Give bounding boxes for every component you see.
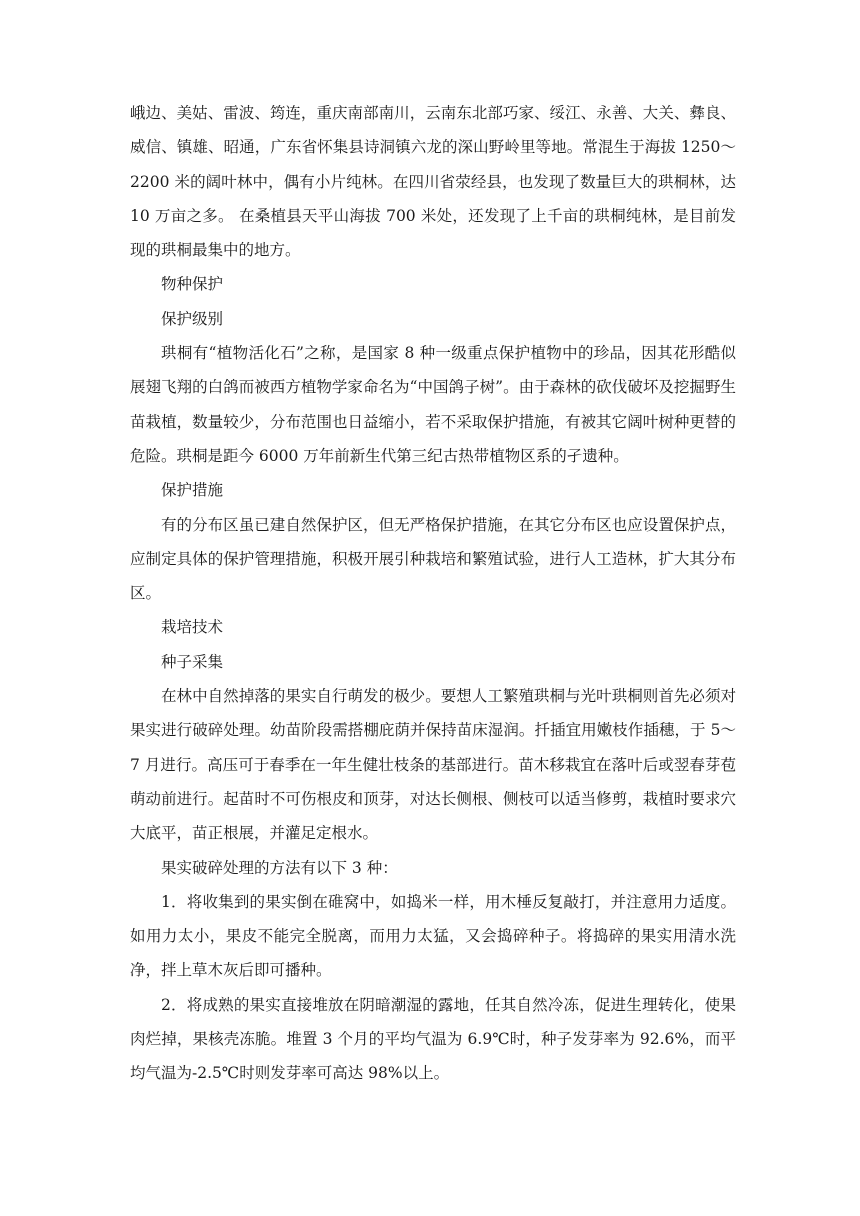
document-body <box>130 96 736 1091</box>
paragraph-seed-collection: 在林中自然掉落的果实自行萌发的极少。要想人工繁殖珙桐与光叶珙桐则首先必须对果实进行破碎处理。幼苗阶段需搭棚庇荫并保持苗床湿润。扦插宜用嫩枝作插穗，于 5～7 月进行。高压可于春季在一年生健壮枝条的基部进行。苗木移栽宜在落叶后或翌春芽苞萌动前进行。起苗时不可伤根皮和顶芽，对达长侧根、侧枝可以适当修剪，栽植时要求穴大底平，苗正根展，并灌足定根水。 <box>130 687 736 843</box>
paragraph-method-1: 1．将收集到的果实倒在碓窝中，如捣米一样，用木棰反复敲打，并注意用力适度。如用力太小，果皮不能完全脱离，而用力太猛，又会捣碎种子。将捣碎的果实用清水洗净，拌上草木灰后即可播种。 <box>130 892 736 980</box>
paragraph-distribution: 峨边、美姑、雷波、筠连，重庆南部南川，云南东北部巧家、绥江、永善、大关、彝良、威信、镇雄、昭通，广东省怀集县诗洞镇六龙的深山野岭里等地。常混生于海拔 1250～2200 米的阔叶林中，偶有小片纯林。在四川省荥经县，也发现了数量巨大的珙桐林，达 10 万亩之多。 在桑植县天平山海拔 700 米处，还发现了上千亩的珙桐纯林，是目前发现的珙桐最集中的地方。 <box>130 104 736 260</box>
heading-species-protection: 物种保护 <box>161 275 224 294</box>
heading-protection-level: 保护级别 <box>161 309 224 328</box>
heading-cultivation: 栽培技术 <box>161 618 224 637</box>
paragraph-protection-measures: 有的分布区虽已建自然保护区，但无严格保护措施，在其它分布区也应设置保护点，应制定具体的保护管理措施，积极开展引种栽培和繁殖试验，进行人工造林，扩大其分布区。 <box>130 515 736 603</box>
heading-seed-collection: 种子采集 <box>161 652 224 671</box>
heading-protection-measures: 保护措施 <box>161 481 224 500</box>
paragraph-methods-intro: 果实破碎处理的方法有以下 3 种： <box>161 858 398 877</box>
paragraph-method-2: 2．将成熟的果实直接堆放在阴暗潮湿的露地，任其自然冷冻，促进生理转化，使果肉烂掉，果核壳冻脆。堆置 3 个月的平均气温为 6.9℃时，种子发芽率为 92.6%，而平均气温为-2.5℃时则发芽率可高达 98%以上。 <box>130 995 736 1083</box>
paragraph-protection-level: 珙桐有“植物活化石”之称，是国家 8 种一级重点保护植物中的珍品，因其花形酷似展翅飞翔的白鸽而被西方植物学家命名为“中国鸽子树”。由于森林的砍伐破坏及挖掘野生苗栽植，数量较少，分布范围也日益缩小，若不采取保护措施，有被其它阔叶树种更替的危险。珙桐是距今 6000 万年前新生代第三纪古热带植物区系的孑遗种。 <box>130 344 736 465</box>
